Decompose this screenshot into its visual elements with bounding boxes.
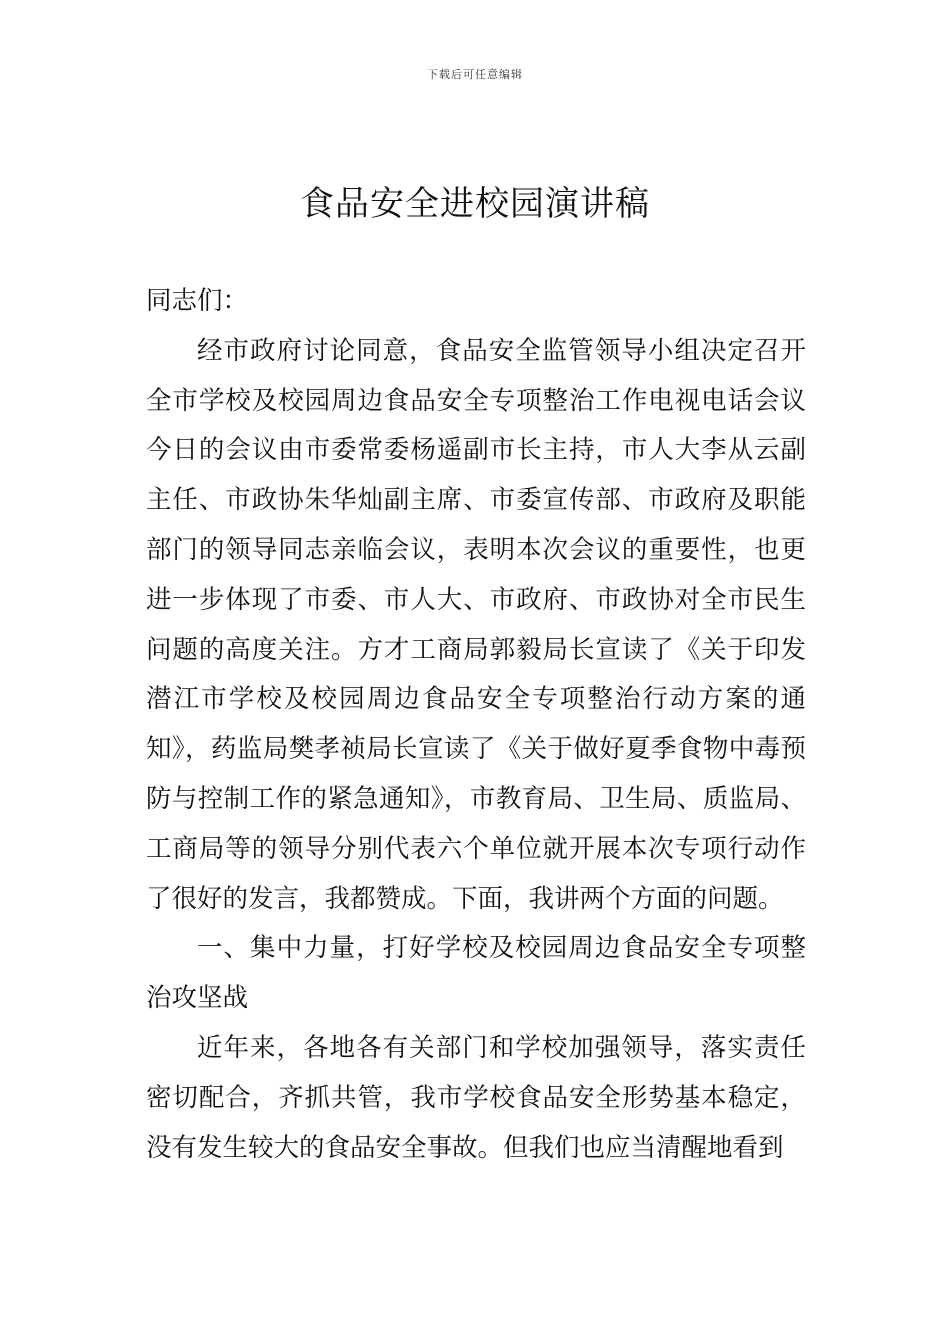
paragraph-intro: 经市政府讨论同意，食品安全监管领导小组决定召开全市学校及校园周边食品安全专项整治工作电视电话会议今日的会议由市委常委杨遥副市长主持，市人大李从云副主任、市政协朱华灿副主席、市委宣传部、市政府及职能部门的领导同志亲临会议，表明本次会议的重要性，也更进一步体现了市委、市人大、市政府、市政协对全市民生问题的高度关注。方才工商局郭毅局长宣读了《关于印发潜江市学校及校园周边食品安全专项整治行动方案的通知》，药监局樊孝祯局长宣读了《关于做好夏季食物中毒预防与控制工作的紧急通知》，市教育局、卫生局、质监局、工商局等的领导分别代表六个单位就开展本次专项行动作了很好的发言，我都赞成。下面，我讲两个方面的问题。 bbox=[146, 335, 806, 914]
salutation: 同志们： bbox=[146, 286, 249, 316]
page-header-note: 下载后可任意编辑 bbox=[427, 68, 523, 81]
section-heading-1: 一、集中力量，打好学校及校园周边食品安全专项整治攻坚战 bbox=[146, 933, 806, 1014]
document-title: 食品安全进校园演讲稿 bbox=[300, 184, 650, 224]
paragraph-section-1: 近年来，各地各有关部门和学校加强领导，落实责任密切配合，齐抓共管，我市学校食品安全形势基本稳定，没有发生较大的食品安全事故。但我们也应当清醒地看到 bbox=[146, 1032, 806, 1163]
document-body bbox=[146, 277, 806, 1173]
